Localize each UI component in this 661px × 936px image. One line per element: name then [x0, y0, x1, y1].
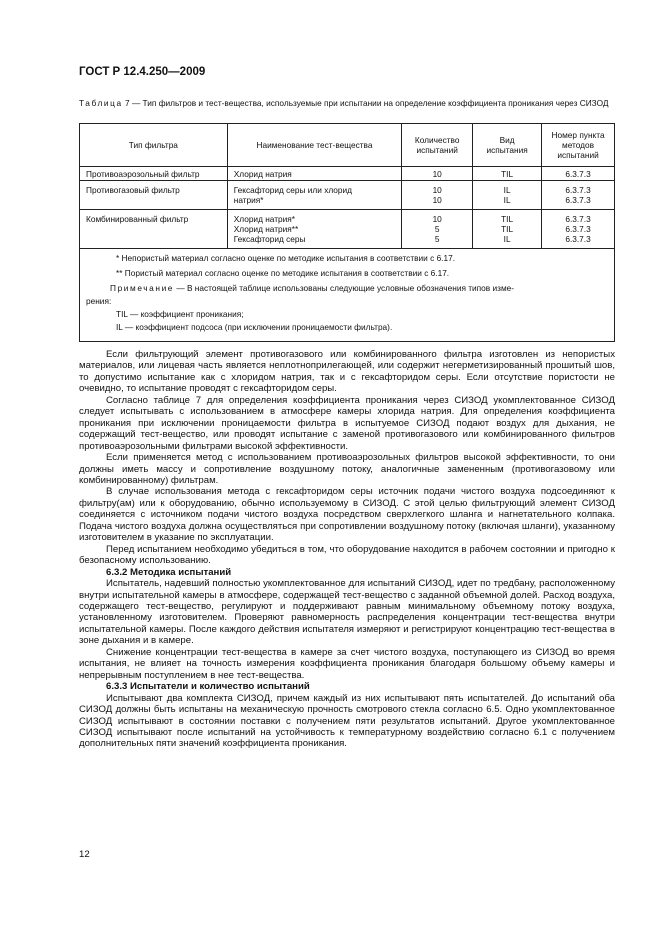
col-header-substance: Наименование тест-вещества — [227, 124, 401, 167]
cell-line: TIL — [501, 169, 514, 179]
cell-count — [402, 210, 473, 249]
cell-line: Хлорид натрия — [233, 169, 292, 179]
paragraph: Если применяется метод с использованием противоаэрозольных фильтров высокой эффективности, то они должны иметь массу и сопротивление воздушному потоку, аналогичные замененным (противогазовому или комбинированному) фильтрам. — [79, 452, 615, 486]
cell-line: 10 — [432, 169, 442, 179]
col-header-kind: Вид испытания — [473, 124, 542, 167]
page-number: 12 — [79, 849, 90, 860]
table-caption-text: 7 — Тип фильтров и тест-вещества, используемые при испытании на определение коэффициента проникания через СИЗОД — [122, 98, 609, 108]
cell-line: 6.3.7.3 — [565, 224, 591, 234]
cell-line: 10 — [432, 214, 442, 224]
legend-til: TIL — коэффициент проникания; — [116, 309, 244, 319]
cell-line: 6.3.7.3 — [565, 214, 591, 224]
table-caption-label: Таблица — [79, 98, 123, 108]
col-header-filter-type: Тип фильтра — [80, 124, 228, 167]
legend-il: IL — коэффициент подсоса (при исключении проницаемости фильтра). — [116, 322, 393, 332]
cell-kind — [473, 210, 542, 249]
body-text — [79, 349, 615, 750]
footnote-2: ** Пористый материал согласно оценке по методике испытания в соответствии с 6.17. — [116, 268, 450, 278]
table-remark — [86, 283, 608, 294]
cell-clause — [542, 210, 615, 249]
cell-line: 6.3.7.3 — [565, 234, 591, 244]
cell-line: TIL — [501, 214, 514, 224]
paragraph: Снижение концентрации тест-вещества в камере за счет чистого воздуха, поступающего из СИЗОД во время испытания, не влияет на точность измерения коэффициента проникания благодаря большому объему камеры и непрерывным поступлением в нее тест-вещества. — [79, 646, 615, 681]
section-heading-6-3-3: 6.3.3 Испытатели и количество испытаний — [106, 681, 310, 693]
col-header-clause: Номер пункта методов испытаний — [542, 124, 615, 167]
cell-substance — [227, 210, 401, 249]
table-row — [80, 210, 615, 249]
section-heading-6-3-2: 6.3.2 Методика испытаний — [106, 566, 232, 578]
cell-filter: Противогазовый фильтр — [80, 181, 228, 210]
cell-kind — [473, 167, 542, 181]
remark-label: Примечание — [110, 283, 175, 293]
paragraph: Испытывают два комплекта СИЗОД, причем каждый из них испытывают пять испытателей. До испытаний оба СИЗОД должны быть испытаны на механическую прочность смотрового стекла согласно 6.5. Одно укомплектованное СИЗОД испытывают в состоянии поставки с получением пяти результатов испытаний. Другое укомплектованное СИЗОД испытывают после испытаний на устойчивость к температурному воздействию согласно 6.1 с получением дополнительных пяти значений коэффициента проникания. — [79, 692, 615, 750]
paragraph: Испытатель, надевший полностью укомплектованное для испытаний СИЗОД, идет по тредбану, расположенному внутри испытательной камеры в атмосфере, содержащей тест-вещество с заданной объемной долей. Расход воздуха, содержащего тест-вещество, регулируют и поддерживают равным минимальному объемному потоку воздуха, установленному изготовителем. Проверяют равномерность распределения концентрации тест-вещества внутри испытательной камеры. После каждого действия испытателя измеряют и регистрируют концентрацию тест-вещества в зоне дыхания и в камере. — [79, 578, 615, 647]
paragraph: Если фильтрующий элемент противогазового или комбинированного фильтра изготовлен из непористых материалов, или лицевая часть является неплотноприлегающей, или содержит негерметизированный прошитый шов, то допустимо испытание как с хлоридом натрия, так и с гексафторидом серы. Если отсутствие пористости не очевидно, то испытание проводят с гексафторидом серы. — [79, 349, 615, 395]
cell-line: 6.3.7.3 — [565, 169, 591, 179]
table-caption — [79, 98, 615, 109]
table-notes — [80, 249, 615, 342]
cell-line: 5 — [434, 234, 440, 244]
cell-line: TIL — [501, 224, 514, 234]
cell-line: 6.3.7.3 — [565, 185, 591, 195]
cell-filter: Противоаэрозольный фильтр — [80, 167, 228, 181]
cell-count — [402, 167, 473, 181]
cell-clause — [542, 181, 615, 210]
cell-line: 10 — [432, 195, 442, 205]
cell-line: 10 — [432, 185, 442, 195]
footnote-1: * Непористый материал согласно оценке по методике испытания в соответствии с 6.17. — [116, 253, 456, 263]
paragraph: Согласно таблице 7 для определения коэффициента проникания через СИЗОД укомплектованное СИЗОД следует испытывать с использованием в атмосфере камеры хлорида натрия. Для определения коэффициента проникания при исключении проницаемости фильтра в испытуемое СИЗОД подают воздух для дыхания, не содержащий тест-вещество, или проводят испытание с заменой противогазового или комбинированного фильтров противоаэрозольными фильтрами высокой эффективности. — [79, 394, 615, 452]
cell-line: Гексафторид серы — [233, 234, 306, 244]
cell-substance — [227, 181, 401, 210]
table-header-row — [80, 124, 615, 167]
table-notes-row — [80, 249, 615, 342]
cell-line: IL — [503, 234, 511, 244]
cell-line: Хлорид натрия* — [233, 214, 295, 224]
remark-text: — В настоящей таблице использованы следующие условные обозначения типов изме- — [174, 283, 515, 293]
paragraph: Перед испытанием необходимо убедиться в том, что оборудование находится в рабочем состоянии и пригодно к безопасному использованию. — [79, 543, 615, 567]
cell-clause — [542, 167, 615, 181]
table-row — [80, 181, 615, 210]
cell-substance — [227, 167, 401, 181]
cell-line: Хлорид натрия** — [233, 224, 299, 234]
paragraph: В случае использования метода с гексафторидом серы источник подачи чистого воздуха подсоединяют к фильтру(ам) или к оборудованию, обычно используемому в СИЗОД. С этой целью фильтрующий элемент СИЗОД соединяется с источником подачи чистого воздуха посредством сверхлегкого шланга и нагнетательного колпака. Подача чистого воздуха должна осуществляться при сопротивлении воздушному потоку (включая шланги), указанному изготовителем в указание по эксплуатации. — [79, 486, 615, 544]
filter-table — [79, 123, 615, 342]
cell-line: IL — [503, 185, 511, 195]
cell-line: Гексафторид серы или хлорид — [233, 185, 352, 195]
cell-line: IL — [503, 195, 511, 205]
remark-continuation: рения: — [86, 296, 112, 306]
cell-line: 5 — [434, 224, 440, 234]
document-header: ГОСТ Р 12.4.250—2009 — [79, 66, 206, 78]
cell-line: 6.3.7.3 — [565, 195, 591, 205]
cell-line: натрия* — [233, 195, 264, 205]
table-row — [80, 167, 615, 181]
col-header-count: Количество испытаний — [402, 124, 473, 167]
cell-count — [402, 181, 473, 210]
cell-kind — [473, 181, 542, 210]
cell-filter: Комбинированный фильтр — [80, 210, 228, 249]
